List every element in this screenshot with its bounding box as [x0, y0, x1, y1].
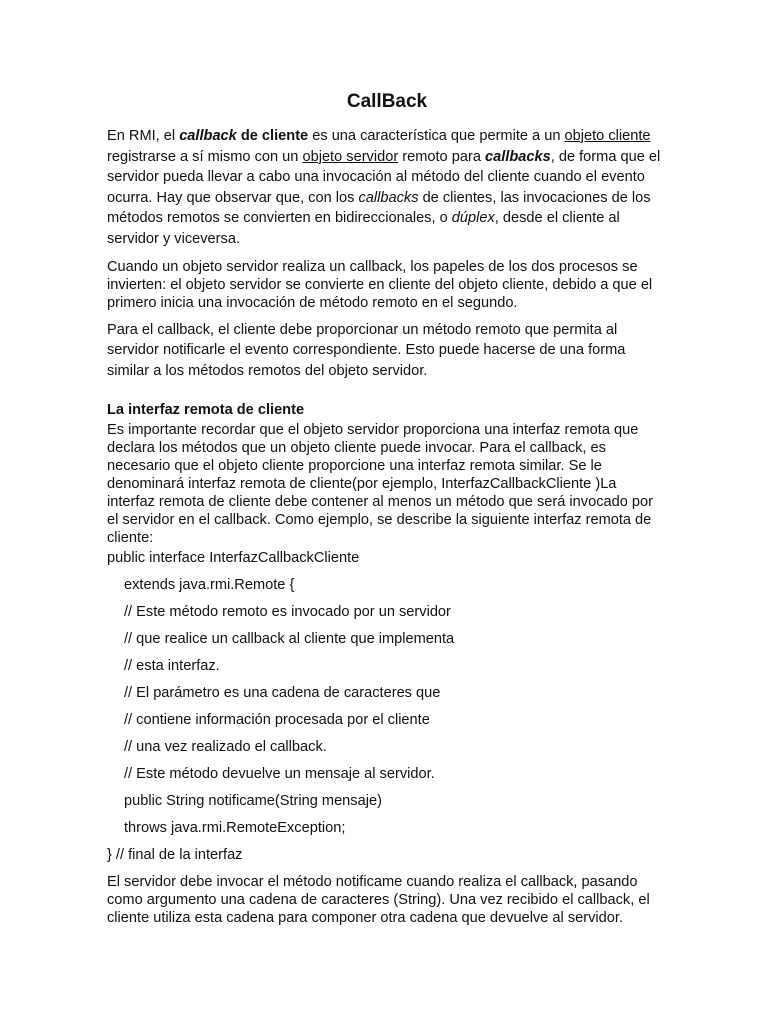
code-line: // Este método remoto es invocado por un servidor [124, 604, 451, 621]
paragraph-intro: En RMI, el callback de cliente es una característica que permite a un objeto cliente registrarse a sí mismo con un objeto servidor remoto para callbacks, de forma que el servidor pueda llevar a cabo una invocación al método del cliente cuando el evento ocurra. Hay que observar que, con los callbacks de clientes, las invocaciones de los métodos remotos se convierten en bidireccionales, o dúplex, desde el cliente al servidor y viceversa. [107, 128, 661, 247]
code-block [107, 549, 667, 873]
document-title: CallBack [346, 91, 428, 112]
code-line: } // final de la interfaz [107, 847, 243, 864]
section-heading: La interfaz remota de cliente [107, 402, 305, 419]
paragraph-roles: Cuando un objeto servidor realiza un callback, los papeles de los dos procesos se invierten: el objeto servidor se convierte en cliente del objeto cliente, debido a que el primero inicia una invocación de método remoto en el segundo. [107, 258, 653, 311]
code-line: // contiene información procesada por el cliente [124, 712, 430, 729]
term-objeto-cliente: objeto cliente [564, 128, 651, 144]
document-page [107, 88, 667, 935]
term-objeto-servidor: objeto servidor [302, 148, 399, 165]
paragraph-callback-method: Para el callback, el cliente debe proporcionar un método remoto que permita al servidor notificarle el evento correspondiente. Esto puede hacerse de una forma similar a los métodos remotos del objeto servidor. [107, 321, 626, 379]
code-line: extends java.rmi.Remote { [124, 577, 295, 594]
code-line: public String notificame(String mensaje) [124, 793, 382, 810]
paragraph-interface: Es importante recordar que el objeto servidor proporciona una interfaz remota que declara los métodos que un objeto cliente puede invocar. Para el callback, es necesario que el objeto cliente proporcione una interfaz remota similar. Se le denominará interfaz remota de cliente(por ejemplo, InterfazCallbackCliente )La interfaz remota de cliente debe contener al menos un método que será invocado por el servidor en el callback. Como ejemplo, se describe la siguiente interfaz remota de cliente: [107, 422, 653, 547]
code-line: // que realice un callback al cliente que implementa [124, 631, 455, 648]
code-line: public interface InterfazCallbackCliente [107, 550, 360, 567]
paragraph-notificame: El servidor debe invocar el método notificame cuando realiza el callback, pasando como argumento una cadena de caracteres (String). Una vez recibido el callback, el cliente utiliza esta cadena para componer otra cadena que devuelve al servidor. [107, 874, 650, 927]
code-line: // una vez realizado el callback. [124, 739, 327, 756]
code-line: throws java.rmi.RemoteException; [124, 820, 346, 837]
code-line: // El parámetro es una cadena de caracteres que [124, 685, 441, 702]
code-line: // esta interfaz. [124, 658, 220, 675]
code-line: // Este método devuelve un mensaje al servidor. [124, 766, 435, 783]
